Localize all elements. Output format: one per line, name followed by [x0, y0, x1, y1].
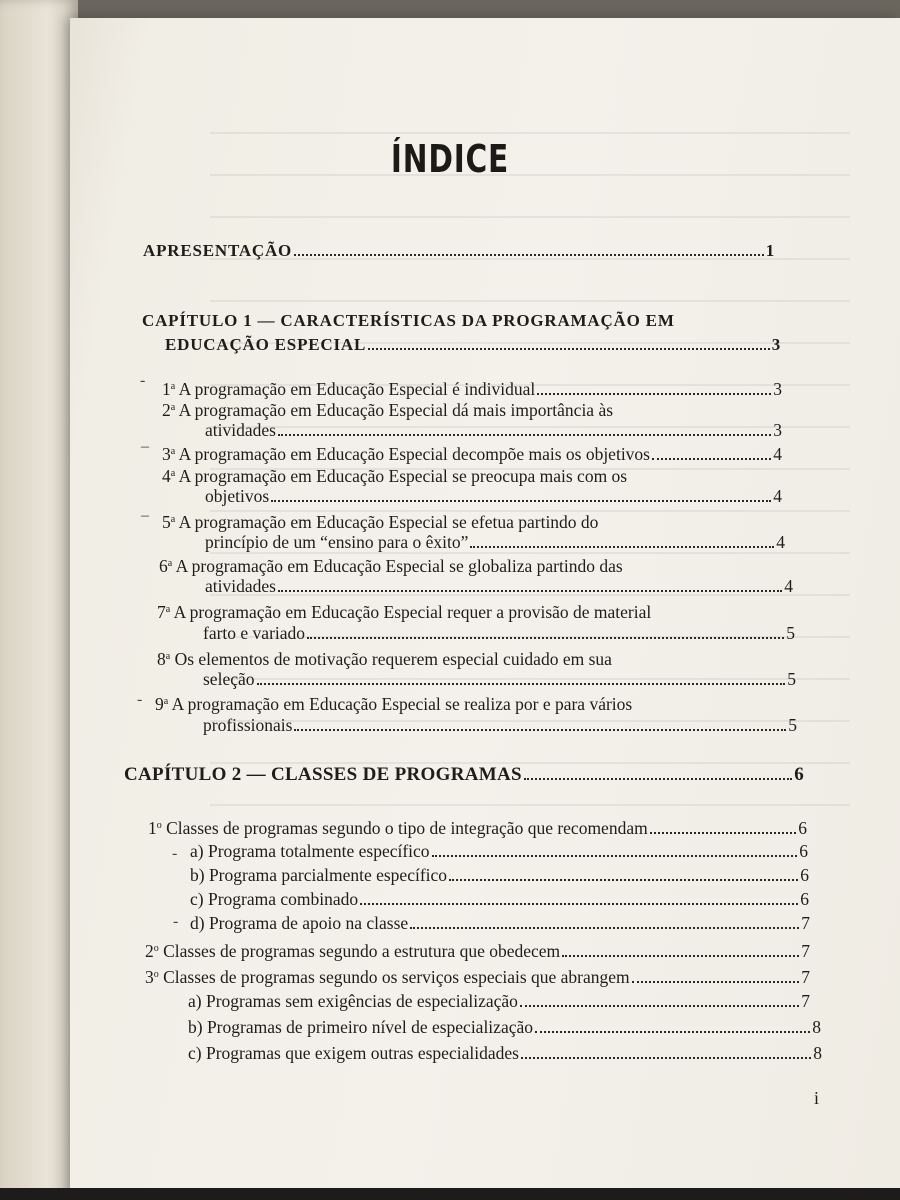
toc-entry-apresentacao[interactable]	[143, 240, 775, 262]
dot-leader	[632, 981, 800, 983]
toc-item-text: a) Programa totalmente específico	[190, 841, 430, 861]
dot-leader	[520, 1005, 799, 1007]
toc-page-number: 7	[801, 991, 810, 1011]
toc-item-text: farto e variado	[203, 623, 306, 643]
dot-leader	[537, 393, 771, 395]
dot-leader	[524, 778, 792, 780]
dot-leader	[470, 546, 774, 548]
toc-item-text: b) Programas de primeiro nível de especialização	[188, 1017, 533, 1037]
toc-page-number: 1	[765, 241, 775, 260]
toc-item-text: b) Programa parcialmente específico	[190, 865, 448, 885]
toc-item-text: seleção	[203, 669, 255, 689]
dot-leader	[360, 903, 798, 905]
toc-page-number: 8	[812, 1017, 821, 1037]
dot-leader	[368, 348, 770, 350]
toc-page-number: 4	[773, 486, 782, 506]
dot-leader	[521, 1057, 811, 1059]
page-folio: i	[814, 1088, 820, 1108]
toc-item-text: 1$^a$ A programação em Educação Especial é individual	[162, 379, 536, 399]
toc-item-text: a) Programas sem exigências de especialização	[188, 991, 518, 1011]
toc-item-4[interactable]: 4$^a$ A programação em Educação Especial se preocupa mais com os	[162, 466, 628, 486]
toc-page-number: 4	[773, 444, 782, 464]
toc-item-text: profissionais	[203, 715, 293, 735]
toc-item-text: princípio de um “ensino para o êxito”	[205, 532, 469, 552]
toc-page-number: 7	[801, 913, 810, 933]
dot-leader	[257, 683, 786, 685]
toc-item-text: c) Programas que exigem outras especialidades	[188, 1043, 519, 1063]
toc-page-number: 8	[813, 1043, 822, 1063]
dot-leader	[278, 590, 782, 592]
toc-subitem-d[interactable]	[190, 912, 810, 934]
toc-item-text: 3$^a$ A programação em Educação Especial decompõe mais os objetivos	[162, 444, 650, 464]
dot-leader	[294, 729, 786, 731]
toc-page-number: 5	[786, 623, 795, 643]
toc-page-number: 5	[787, 669, 796, 689]
pencil-mark: –	[141, 507, 149, 524]
chapter-1-heading-line1[interactable]: CAPÍTULO 1 — CARACTERÍSTICAS DA PROGRAMAÇÃO EM	[142, 311, 675, 330]
toc-entry-label: APRESENTAÇÃO	[143, 241, 293, 260]
dot-leader	[449, 879, 798, 881]
toc-item-text: c) Programa combinado	[190, 889, 359, 909]
toc-page-number: 6	[799, 841, 808, 861]
toc-item-8[interactable]: 8$^a$ Os elementos de motivação requerem especial cuidado em sua	[157, 649, 612, 669]
toc-page-number: 3	[771, 335, 781, 354]
toc-page-number: 3	[773, 379, 782, 399]
toc-page-number: 6	[794, 764, 804, 785]
toc-item-8-cont[interactable]	[203, 668, 796, 690]
toc-subitem-b[interactable]	[190, 864, 809, 886]
dot-leader	[535, 1031, 810, 1033]
toc-subitem-3b[interactable]	[188, 1016, 821, 1038]
toc-item-text: d) Programa de apoio na classe	[190, 913, 409, 933]
desk-shadow	[0, 1188, 900, 1200]
toc-item-2-1[interactable]	[148, 815, 807, 839]
toc-item-text: atividades	[205, 420, 276, 440]
chapter-2-heading[interactable]	[124, 764, 804, 786]
toc-subitem-3c[interactable]	[188, 1042, 822, 1064]
toc-page-number: 3	[773, 420, 782, 440]
dot-leader	[307, 637, 784, 639]
toc-item-3[interactable]	[162, 441, 782, 465]
chapter-1-heading-line2[interactable]	[165, 334, 781, 356]
toc-page-number: 5	[788, 715, 797, 735]
toc-page-number: 6	[800, 889, 809, 909]
dot-leader	[294, 254, 764, 256]
pencil-mark: -	[173, 913, 179, 930]
pencil-mark: -	[140, 372, 146, 389]
toc-item-9-cont[interactable]	[203, 714, 797, 736]
dot-leader	[652, 458, 771, 460]
toc-entry-label: EDUCAÇÃO ESPECIAL	[165, 335, 367, 354]
facing-page-edge	[0, 0, 78, 1200]
dot-leader	[271, 500, 771, 502]
toc-page-number: 4	[776, 532, 785, 552]
toc-item-4-cont[interactable]	[205, 485, 782, 507]
toc-item-text: 1$^o$ Classes de programas segundo o tipo de integração que recomendam	[148, 818, 648, 838]
toc-item-6-cont[interactable]	[205, 575, 793, 597]
pencil-mark: -	[172, 845, 178, 862]
toc-item-7[interactable]: 7$^a$ A programação em Educação Especial requer a provisão de material	[157, 602, 652, 622]
toc-subitem-a[interactable]	[190, 840, 808, 862]
toc-item-text: objetivos	[205, 486, 270, 506]
toc-page-number: 7	[801, 941, 810, 961]
toc-item-2-cont[interactable]	[205, 419, 782, 441]
toc-item-2-3[interactable]	[145, 964, 810, 988]
pencil-mark: –	[141, 438, 149, 455]
dot-leader	[410, 927, 799, 929]
toc-item-5[interactable]: 5$^a$ A programação em Educação Especial se efetua partindo do	[162, 512, 599, 532]
toc-entry-label: CAPÍTULO 2 — CLASSES DE PROGRAMAS	[124, 764, 522, 785]
toc-subitem-c[interactable]	[190, 888, 809, 910]
toc-item-2[interactable]: 2$^a$ A programação em Educação Especial dá mais importância às	[162, 400, 614, 420]
toc-item-2-2[interactable]	[145, 938, 810, 962]
dot-leader	[432, 855, 798, 857]
page-title: ÍNDICE	[390, 137, 510, 181]
toc-item-6[interactable]: 6$^a$ A programação em Educação Especial se globaliza partindo das	[159, 556, 623, 576]
pencil-mark: -	[137, 691, 143, 708]
toc-item-7-cont[interactable]	[203, 622, 795, 644]
toc-page-number: 7	[801, 967, 810, 987]
toc-item-text: atividades	[205, 576, 276, 596]
dot-leader	[650, 832, 797, 834]
toc-item-9[interactable]: 9$^a$ A programação em Educação Especial se realiza por e para vários	[155, 694, 633, 714]
toc-item-text: 3$^o$ Classes de programas segundo os serviços especiais que abrangem	[145, 967, 630, 987]
dot-leader	[278, 434, 771, 436]
toc-item-5-cont[interactable]	[205, 531, 785, 553]
toc-page-number: 6	[798, 818, 807, 838]
dot-leader	[562, 955, 799, 957]
toc-item-text: 2$^o$ Classes de programas segundo a estrutura que obedecem	[145, 941, 561, 961]
toc-subitem-3a[interactable]	[188, 990, 810, 1012]
toc-page-number: 4	[784, 576, 793, 596]
toc-page-number: 6	[800, 865, 809, 885]
